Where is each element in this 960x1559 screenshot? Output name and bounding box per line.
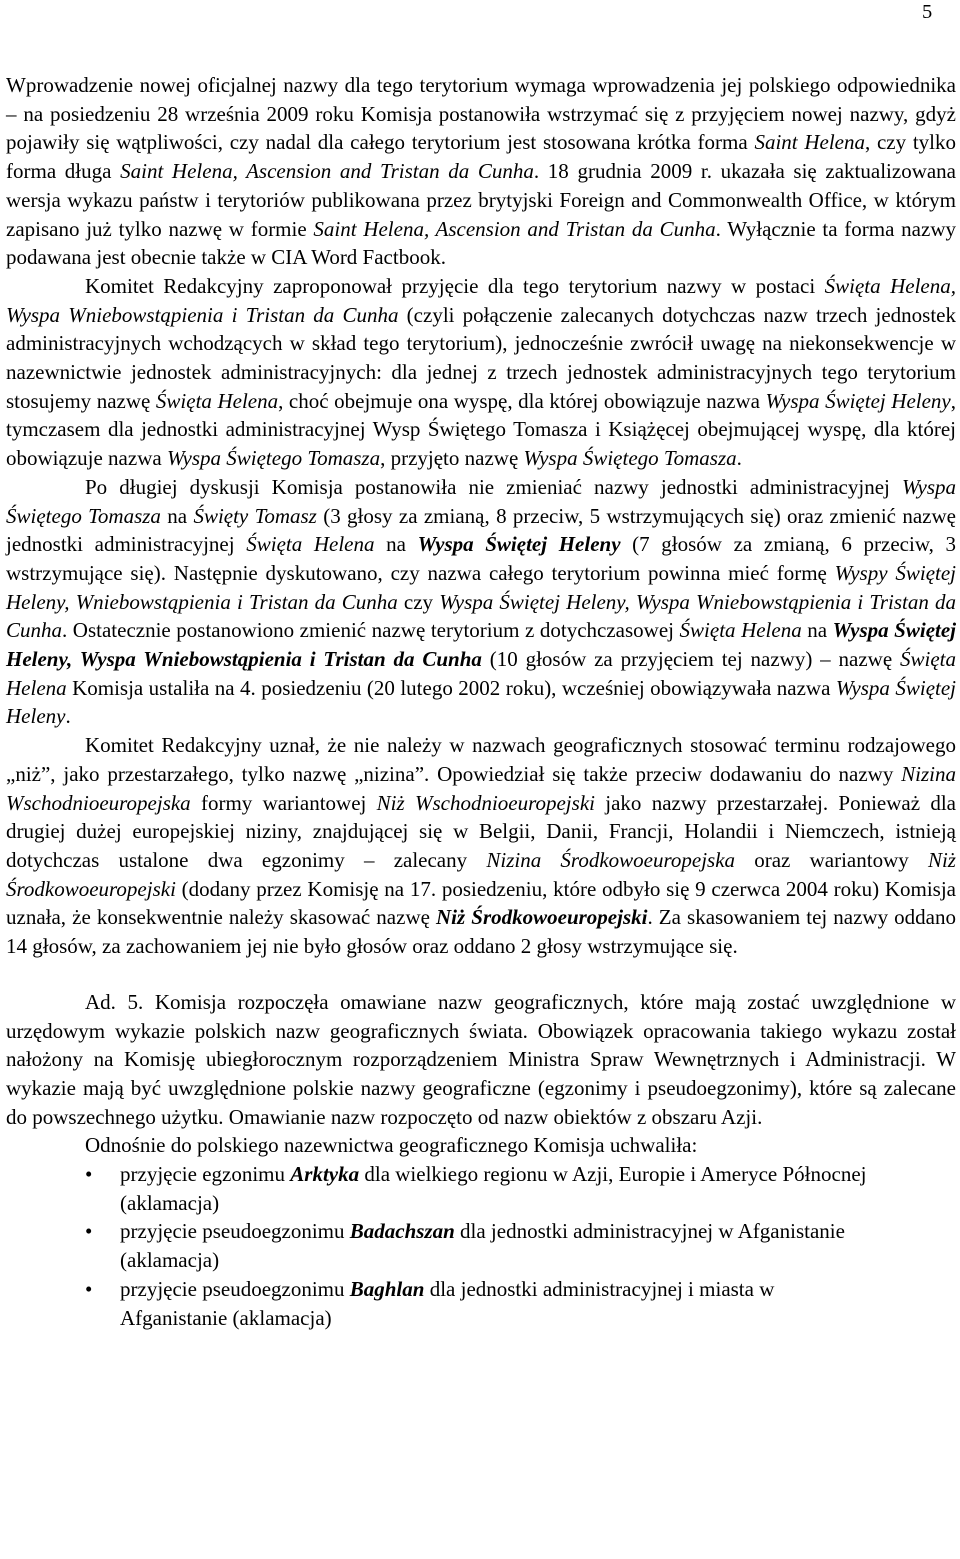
bullet-icon: • (85, 1276, 93, 1301)
page-number (0, 0, 960, 24)
paragraph: Po długiej dyskusji Komisja postanowiła nie zmieniać nazwy jednostki administracyjnej Wyspa Świętego Tomasza na Święty Tomasz (3 głosy za zmianą, 8 przeciw, 5 wstrzymujących się) oraz zmienić nazwę jednostki administracyjnej Święta Helena na Wyspa Świętej Heleny (7 głosów za zmianą, 6 przeciw, 3 wstrzymujące się). Następnie dyskutowano, czy nazwa całego terytorium powinna mieć formę Wyspy Świętej Heleny, Wniebowstąpienia i Tristan da Cunha czy Wyspa Świętej Heleny, Wyspa Wniebowstąpienia i Tristan da Cunha. Ostatecznie postanowiono zmienić nazwę terytorium z dotychczasowej Święta Helena na Wyspa Świętej Heleny, Wyspa Wniebowstąpienia i Tristan da Cunha (10 głosów za przyjęciem tej nazwy) – nazwę Święta Helena Komisja ustaliła na 4. posiedzeniu (20 lutego 2002 roku), wcześniej obowiązywała nazwa Wyspa Świętej Heleny. (6, 474, 957, 729)
list-item (6, 1217, 880, 1274)
paragraph: Komitet Redakcyjny zaproponował przyjęcie dla tego terytorium nazwy w postaci Święta Helena, Wyspa Wniebowstąpienia i Tristan da Cunha (czyli połączenie zalecanych dotychczas nazw trzech jednostek administracyjnych wchodzących w skład tego terytorium), jednocześnie zwrócił uwagę na niekonsekwencje w nazewnictwie jednostek administracyjnych: dla jednej z trzech jednostek administracyjnych tego terytorium stosujemy nazwę Święta Helena, choć obejmuje ona wyspę, dla której obowiązuje nazwa Wyspa Świętej Heleny, tymczasem dla jednostki administracyjnej Wysp Świętego Tomasza i Książęcej obejmującej wyspę, dla której obowiązuje nazwa Wyspa Świętego Tomasza, przyjęto nazwę Wyspa Świętego Tomasza. (6, 273, 957, 471)
paragraph: Ad. 5. Komisja rozpoczęła omawiane nazw geograficznych, które mają zostać uwzględnione w urzędowym wykazie polskich nazw geograficznych świata. Obowiązek opracowania takiego wykazu został nałożony na Komisję ubiegłorocznym rozporządzeniem Ministra Spraw Wewnętrznych i Administracji. W wykazie mają być uwzględnione polskie nazwy geograficzne (egzonimy i pseudoegzonimy), które są zalecane do powszechnego użytku. Omawianie nazw rozpoczęto od nazw obiektów z obszaru Azji. (6, 989, 956, 1129)
paragraph: Odnośnie do polskiego nazewnictwa geograficznego Komisja uchwaliła: (85, 1133, 698, 1158)
list-item (6, 1160, 880, 1217)
paragraph: Wprowadzenie nowej oficjalnej nazwy dla tego terytorium wymaga wprowadzenia jej polskiego odpowiednika – na posiedzeniu 28 września 2009 roku Komisja postanowiła wstrzymać się z przyjęciem nowej nazwy, gdyż pojawiły się wątpliwości, czy nadal dla całego terytorium jest stosowana krótka forma Saint Helena, czy tylko forma długa Saint Helena, Ascension and Tristan da Cunha. 18 grudnia 2009 r. ukazała się zaktualizowana wersja wykazu państw i terytoriów publikowana przez brytyjski Foreign and Commonwealth Office, w którym zapisano już tylko nazwę w formie Saint Helena, Ascension and Tristan da Cunha. Wyłącznie ta forma nazwy podawana jest obecnie także w CIA Word Factbook. (6, 73, 957, 270)
bullet-icon: • (85, 1162, 93, 1187)
list-item-text: przyjęcie pseudoegzonimu Baghlan dla jednostki administracyjnej i miasta w Afganistanie (aklamacja) (120, 1276, 775, 1330)
list-item (6, 1275, 880, 1332)
list-item-text: przyjęcie pseudoegzonimu Badachszan dla jednostki administracyjnej w Afganistanie (aklamacja) (120, 1219, 845, 1273)
document-body (6, 71, 956, 1332)
bullet-icon: • (85, 1219, 93, 1244)
paragraph-gap (6, 961, 956, 988)
paragraph: Komitet Redakcyjny uznał, że nie należy w nazwach geograficznych stosować terminu rodzajowego „niż”, jako przestarzałego, tylko nazwę „nizina”. Opowiedział się także przeciw dodawaniu do nazwy Nizina Wschodnioeuropejska formy wariantowej Niż Wschodnioeuropejski jako nazwy przestarzałej. Ponieważ dla drugiej dużej europejskiej niziny, znajdującej się w Belgii, Danii, Francji, Holandii i Niemczech, istnieją dotychczas ustalone dwa egzonimy – zalecany Nizina Środkowoeuropejska oraz wariantowy Niż Środkowoeuropejski (dodany przez Komisję na 17. posiedzeniu, które odbyło się 9 czerwca 2004 roku) Komisja uznała, że konsekwentnie należy skasować nazwę Niż Środkowoeuropejski. Za skasowaniem tej nazwy oddano 14 głosów, za zachowaniem jej nie było głosów oraz oddano 2 głosy wstrzymujące się. (6, 733, 956, 959)
page-number-text: 5 (922, 1, 933, 23)
decision-list (6, 1160, 956, 1332)
list-item-text: przyjęcie egzonimu Arktyka dla wielkiego regionu w Azji, Europie i Ameryce Północnej (aklamacja) (120, 1162, 867, 1215)
